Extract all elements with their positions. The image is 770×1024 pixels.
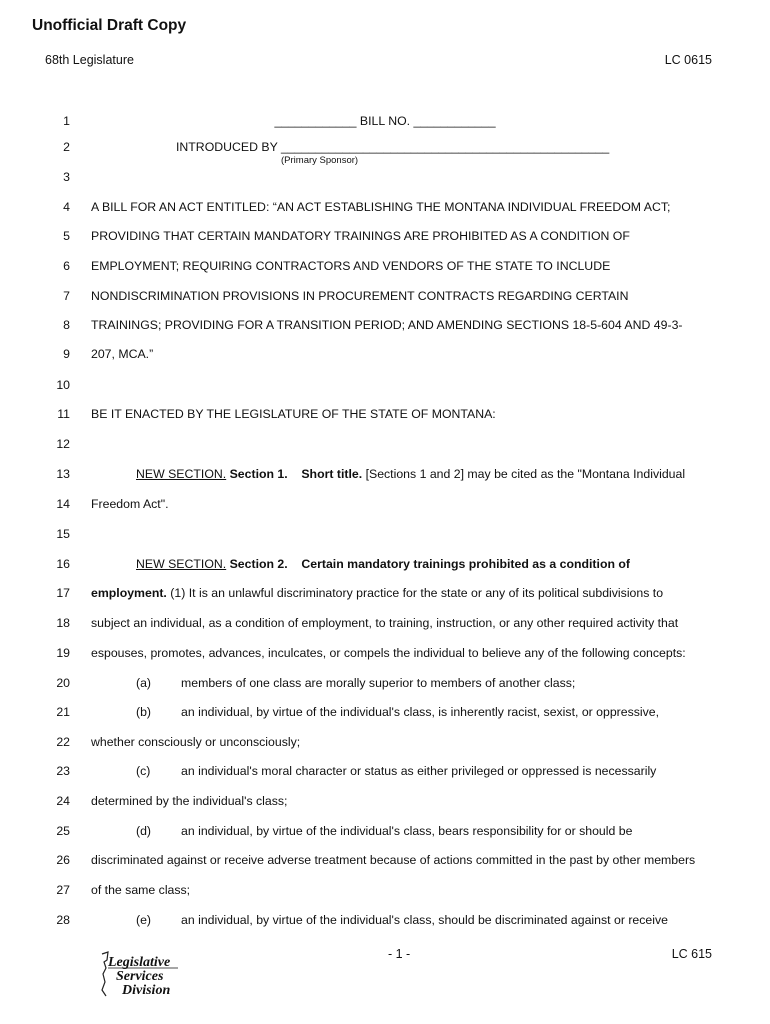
line-text-wrap [91, 259, 610, 273]
subsection-label: (d) [136, 824, 152, 838]
sponsor-note: (Primary Sponsor) [281, 155, 359, 166]
bill-line [0, 347, 770, 367]
line-text: members of one class are morally superior to members of another class; [181, 676, 576, 690]
svg-text:Division: Division [122, 983, 171, 998]
bill-line [0, 853, 770, 873]
subsection-label: (a) [136, 676, 152, 690]
bill-line [0, 318, 770, 338]
line-text: Freedom Act". [91, 497, 169, 511]
line-number: 4 [63, 200, 70, 214]
bill-line [0, 557, 770, 577]
line-number: 8 [63, 318, 70, 332]
bill-line [0, 467, 770, 487]
line-text: EMPLOYMENT; REQUIRING CONTRACTORS AND VENDORS OF THE STATE TO INCLUDE [91, 259, 611, 273]
bold-heading: Section 2. Certain mandatory trainings prohibited as a condition of [226, 557, 630, 571]
bill-line [0, 794, 770, 814]
line-number: 13 [56, 467, 70, 481]
bill-line [0, 676, 770, 696]
bill-line [0, 764, 770, 784]
line-number: 26 [56, 853, 70, 867]
draft-title: Unofficial Draft Copy [32, 17, 187, 34]
bill-line [0, 289, 770, 309]
bill-line [0, 437, 770, 457]
bold-heading: employment. [91, 586, 167, 600]
bill-line [0, 616, 770, 636]
line-number: 22 [56, 735, 70, 749]
line-text: 207, MCA.” [91, 347, 154, 361]
line-number: 21 [56, 705, 70, 719]
line-number: 3 [63, 170, 70, 184]
bill-line [0, 200, 770, 220]
line-text: espouses, promotes, advances, inculcates, or compels the individual to believe any of the following concepts: [91, 646, 686, 660]
line-text-wrap [91, 646, 686, 660]
bill-line [0, 913, 770, 933]
line-text-wrap [91, 347, 153, 361]
line-text-wrap [91, 616, 678, 630]
lc-number-top: LC 0615 [664, 53, 712, 67]
bill-number-line: ____________ BILL NO. ____________ [274, 114, 496, 128]
line-number: 20 [56, 676, 70, 690]
line-text: PROVIDING THAT CERTAIN MANDATORY TRAININGS ARE PROHIBITED AS A CONDITION OF [91, 229, 630, 243]
bill-line [0, 407, 770, 427]
line-number: 18 [56, 616, 70, 630]
line-text: an individual's moral character or status as either privileged or oppressed is necessarily [181, 764, 657, 778]
line-text: subject an individual, as a condition of employment, to training, instruction, or any other required activity that [91, 616, 679, 630]
line-text: BE IT ENACTED BY THE LEGISLATURE OF THE STATE OF MONTANA: [91, 407, 496, 421]
line-text: determined by the individual's class; [91, 794, 288, 808]
bill-line [0, 114, 770, 134]
new-section-marker: NEW SECTION. [136, 557, 227, 571]
line-number: 11 [57, 407, 70, 421]
line-text-wrap [91, 883, 190, 897]
line-text-wrap [91, 735, 300, 749]
bill-line [0, 527, 770, 547]
line-text-wrap [91, 229, 630, 243]
bill-line [0, 497, 770, 517]
bill-line [0, 824, 770, 844]
line-text-wrap [91, 853, 695, 867]
line-text-wrap [136, 467, 685, 481]
new-section-marker: NEW SECTION. [136, 467, 227, 481]
bill-line [0, 140, 770, 160]
bold-heading: Section 1. Short title. [226, 467, 363, 481]
bill-line [0, 586, 770, 606]
line-text-wrap [91, 497, 169, 511]
bill-line [0, 229, 770, 249]
line-number: 10 [56, 378, 70, 392]
line-text: A BILL FOR AN ACT ENTITLED: “AN ACT ESTABLISHING THE MONTANA INDIVIDUAL FREEDOM ACT; [91, 200, 671, 214]
line-text: TRAININGS; PROVIDING FOR A TRANSITION PERIOD; AND AMENDING SECTIONS 18-5-604 AND 49-3- [91, 318, 683, 332]
line-text: of the same class; [91, 883, 191, 897]
line-text-wrap [91, 200, 670, 214]
page-number: - 1 - [388, 947, 411, 961]
line-number: 1 [63, 114, 70, 128]
bill-line [0, 378, 770, 398]
introduced-by-line: INTRODUCED BY ________________________________________________ [176, 140, 610, 154]
line-text-wrap [136, 557, 630, 571]
svg-text:Services: Services [116, 969, 164, 984]
line-number: 9 [63, 347, 70, 361]
line-text-wrap [91, 289, 628, 303]
legislature-label: 68th Legislature [45, 53, 134, 67]
line-number: 5 [63, 229, 70, 243]
subsection-label: (c) [136, 764, 151, 778]
line-text-wrap [91, 794, 287, 808]
line-text: [Sections 1 and 2] may be cited as the "Montana Individual [362, 467, 686, 481]
line-text: (1) It is an unlawful discriminatory practice for the state or any of its political subdivisions to [166, 586, 664, 600]
legislative-services-division-logo [98, 950, 188, 1000]
line-number: 2 [63, 140, 70, 154]
bill-line [0, 259, 770, 279]
line-text-wrap [91, 586, 663, 600]
line-text: whether consciously or unconsciously; [91, 735, 301, 749]
bill-line [0, 170, 770, 190]
line-number: 16 [56, 557, 70, 571]
line-text-wrap [91, 407, 496, 421]
line-text-wrap [91, 318, 683, 332]
line-number: 19 [56, 646, 70, 660]
line-number: 6 [63, 259, 70, 273]
line-number: 23 [56, 764, 70, 778]
subsection-label: (e) [136, 913, 152, 927]
line-number: 7 [63, 289, 70, 303]
line-number: 17 [56, 586, 70, 600]
line-text: an individual, by virtue of the individual's class, should be discriminated against or receive [181, 913, 668, 927]
line-number: 14 [56, 497, 70, 511]
subsection-label: (b) [136, 705, 152, 719]
lc-number-bottom: LC 615 [671, 947, 712, 961]
line-number: 24 [56, 794, 70, 808]
line-number: 25 [56, 824, 70, 838]
bill-line [0, 646, 770, 666]
line-number: 12 [56, 437, 70, 451]
svg-text:Legislative: Legislative [108, 955, 171, 970]
line-number: 28 [56, 913, 70, 927]
line-number: 27 [56, 883, 70, 897]
line-number: 15 [56, 527, 70, 541]
line-text: an individual, by virtue of the individual's class, bears responsibility for or should be [181, 824, 633, 838]
line-text: NONDISCRIMINATION PROVISIONS IN PROCUREMENT CONTRACTS REGARDING CERTAIN [91, 289, 629, 303]
bill-line [0, 883, 770, 903]
bill-line [0, 705, 770, 725]
line-text: discriminated against or receive adverse treatment because of actions committed in the past by other members [91, 853, 696, 867]
line-text: an individual, by virtue of the individual's class, is inherently racist, sexist, or oppressive, [181, 705, 660, 719]
bill-line [0, 735, 770, 755]
